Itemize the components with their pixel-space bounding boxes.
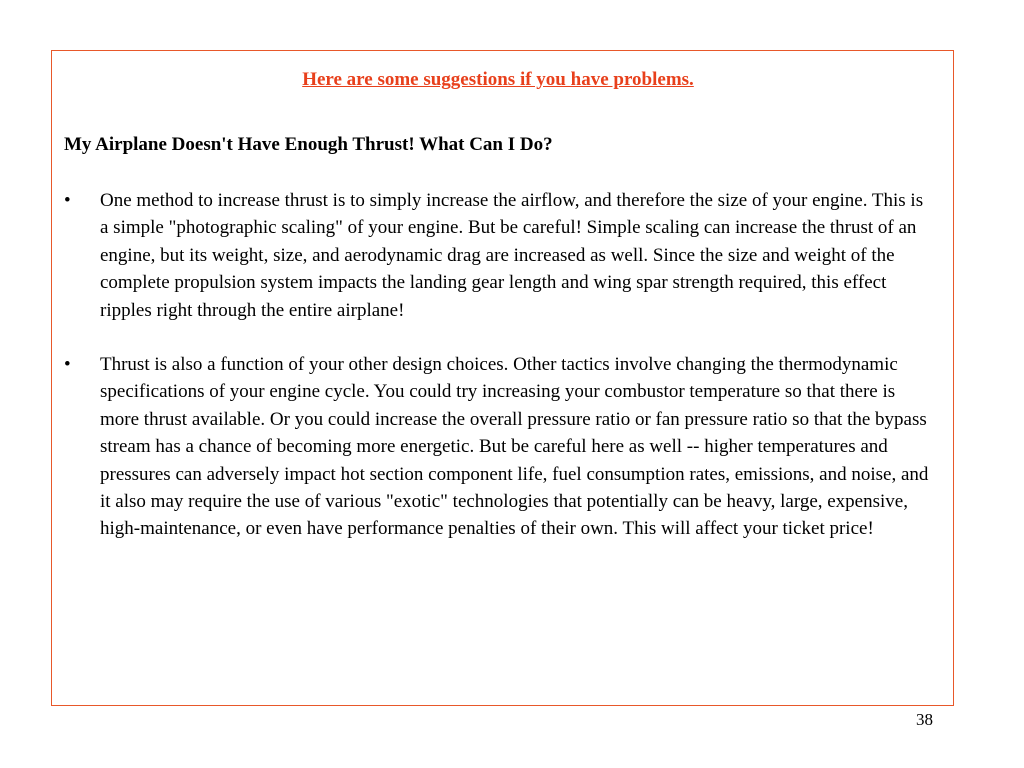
slide-heading: Here are some suggestions if you have problems. xyxy=(302,69,694,90)
page-number: 38 xyxy=(916,710,933,729)
bullet-marker: • xyxy=(64,190,71,211)
bullet-list xyxy=(64,187,934,570)
question-heading: My Airplane Doesn't Have Enough Thrust! What Can I Do? xyxy=(64,134,553,155)
bullet-item xyxy=(64,351,934,543)
bullet-marker: • xyxy=(64,354,71,376)
bullet-text: One method to increase thrust is to simply increase the airflow, and therefore the size of your engine. This is a simple "photographic scaling" of your engine. But be careful! Simple scaling can increase the thrust of an engine, but its weight, size, and aerodynamic drag are increased as well. Since the size and weight of the complete propulsion system impacts the landing gear length and wing spar strength required, this effect ripples right through the entire airplane! xyxy=(100,190,924,321)
bullet-text: Thrust is also a function of your other design choices. Other tactics involve changing the thermodynamic specifications of your engine cycle. You could try increasing your combustor temperature so that there is more thrust available. Or you could increase the overall pressure ratio or fan pressure ratio so that the bypass stream has a chance of becoming more energetic. But be careful here as well -- higher temperatures and pressures can adversely impact hot section component life, fuel consumption rates, emissions, and noise, and it also may require the use of various "exotic" technologies that potentially can be heavy, large, expensive, high-maintenance, or even have performance penalties of their own. This will affect your ticket price! xyxy=(100,354,929,540)
bullet-item xyxy=(64,187,934,324)
